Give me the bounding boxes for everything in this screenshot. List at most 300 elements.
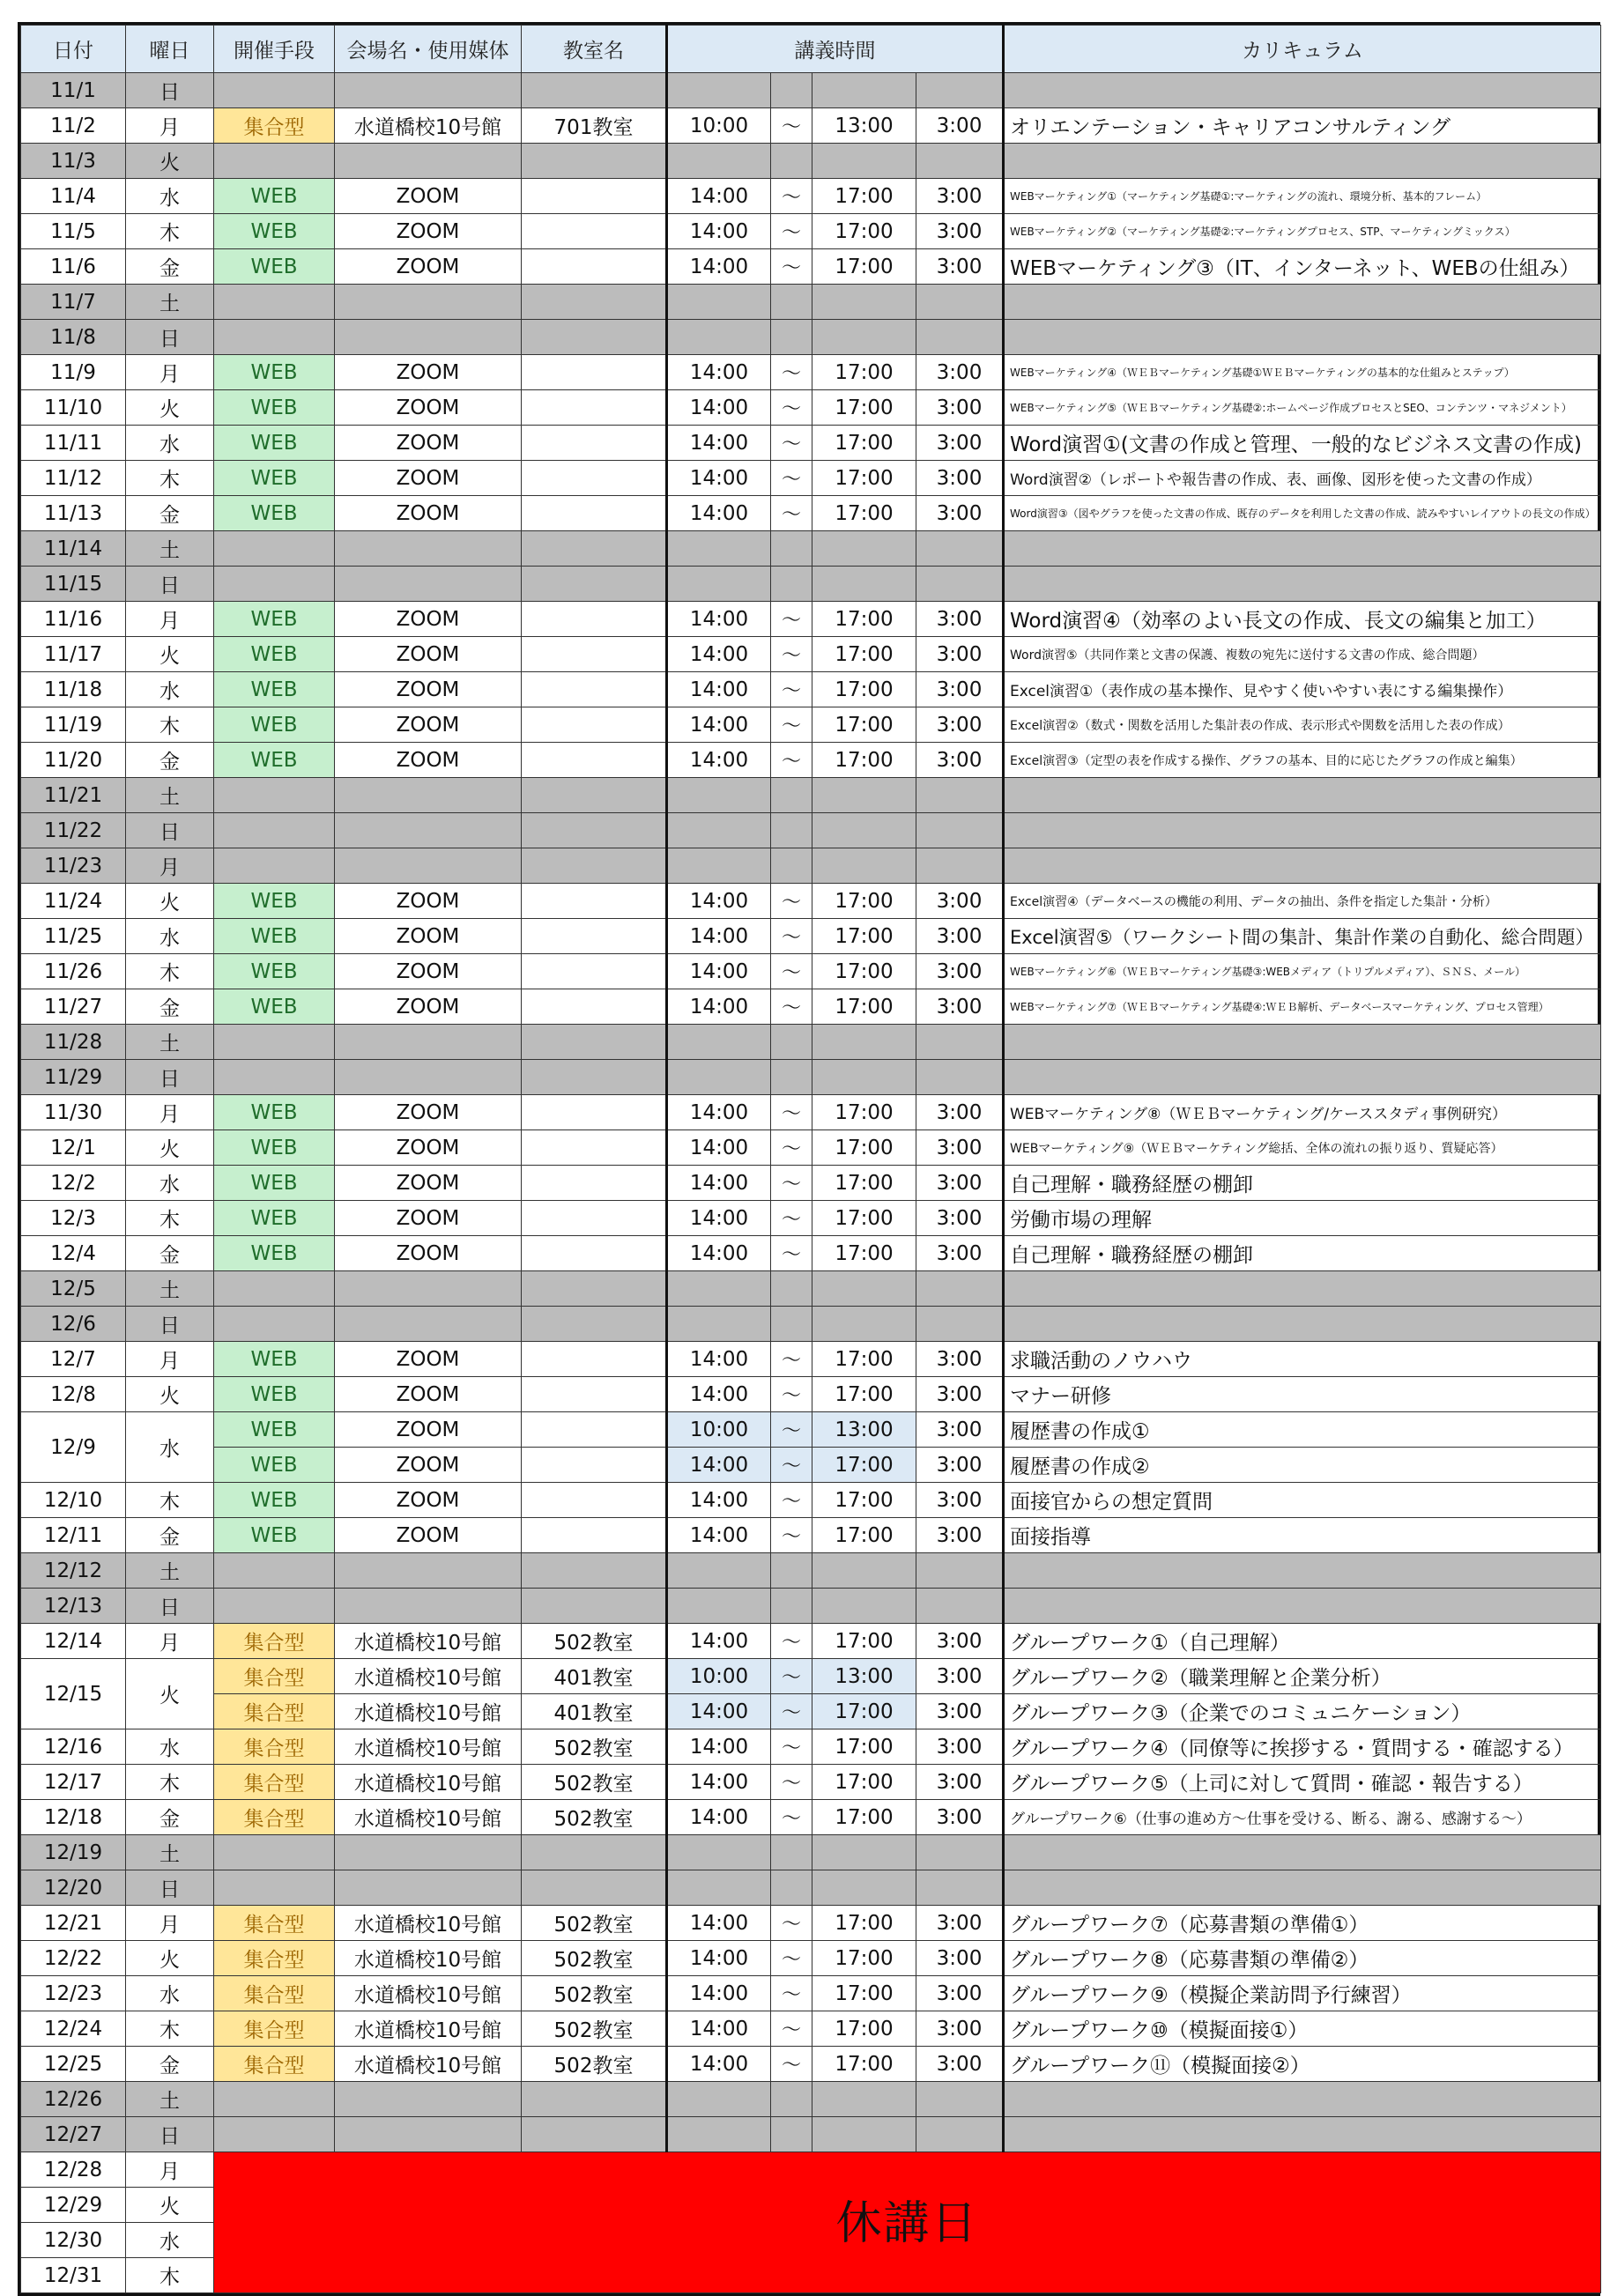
curriculum-cell: WEBマーケティング③（IT、インターネット、WEBの仕組み） <box>1004 249 1601 285</box>
end-time-cell <box>812 320 916 355</box>
tilde-cell: ～ <box>771 1342 812 1377</box>
venue-cell: ZOOM <box>335 919 522 954</box>
day-cell: 水 <box>126 919 214 954</box>
table-row <box>21 461 1601 496</box>
room-cell <box>522 355 667 390</box>
curriculum-cell <box>1004 1025 1601 1060</box>
room-cell <box>522 1271 667 1307</box>
end-time-cell: 17:00 <box>812 179 916 214</box>
table-row <box>21 1448 1601 1483</box>
day-cell: 土 <box>126 1271 214 1307</box>
start-time-cell: 14:00 <box>667 2011 771 2047</box>
date-cell: 12/10 <box>21 1483 126 1518</box>
tilde-cell <box>771 285 812 320</box>
method-badge: 集合型 <box>214 2011 335 2047</box>
table-row <box>21 1377 1601 1412</box>
venue-cell <box>335 1271 522 1307</box>
day-cell: 火 <box>126 390 214 426</box>
venue-cell <box>335 567 522 602</box>
tilde-cell: ～ <box>771 426 812 461</box>
tilde-cell: ～ <box>771 214 812 249</box>
tilde-cell: ～ <box>771 1130 812 1166</box>
holiday-row <box>21 1025 1601 1060</box>
start-time-cell <box>667 320 771 355</box>
method-badge: WEB <box>214 989 335 1025</box>
day-cell: 日 <box>126 320 214 355</box>
venue-cell: ZOOM <box>335 637 522 672</box>
hours-cell <box>916 144 1004 179</box>
tilde-cell <box>771 73 812 108</box>
venue-cell <box>335 813 522 848</box>
start-time-cell: 14:00 <box>667 1377 771 1412</box>
day-cell: 水 <box>126 179 214 214</box>
curriculum-cell: Excel演習④（データベースの機能の利用、データの抽出、条件を指定した集計・分析） <box>1004 884 1601 919</box>
holiday-row <box>21 531 1601 567</box>
hours-cell <box>916 813 1004 848</box>
method-badge: WEB <box>214 1518 335 1553</box>
start-time-cell: 14:00 <box>667 1448 771 1483</box>
end-time-cell <box>812 1307 916 1342</box>
start-time-cell: 14:00 <box>667 355 771 390</box>
start-time-cell: 14:00 <box>667 743 771 778</box>
tilde-cell: ～ <box>771 108 812 144</box>
table-row <box>21 179 1601 214</box>
holiday-row <box>21 1553 1601 1589</box>
hours-cell: 3:00 <box>916 390 1004 426</box>
start-time-cell: 10:00 <box>667 1412 771 1448</box>
end-time-cell <box>812 2082 916 2117</box>
venue-cell <box>335 320 522 355</box>
date-cell: 11/1 <box>21 73 126 108</box>
tilde-cell: ～ <box>771 1518 812 1553</box>
hours-cell: 3:00 <box>916 2047 1004 2082</box>
start-time-cell: 14:00 <box>667 1342 771 1377</box>
method-cell <box>214 2082 335 2117</box>
date-cell: 11/9 <box>21 355 126 390</box>
method-badge: WEB <box>214 179 335 214</box>
date-cell: 12/28 <box>21 2152 126 2188</box>
start-time-cell <box>667 778 771 813</box>
day-cell: 土 <box>126 1553 214 1589</box>
day-cell: 日 <box>126 1307 214 1342</box>
day-cell: 火 <box>126 144 214 179</box>
day-cell: 火 <box>126 1659 214 1729</box>
venue-cell: ZOOM <box>335 707 522 743</box>
table-row <box>21 1518 1601 1553</box>
date-cell: 12/1 <box>21 1130 126 1166</box>
room-cell <box>522 1412 667 1448</box>
hours-cell: 3:00 <box>916 637 1004 672</box>
day-cell: 火 <box>126 1941 214 1976</box>
room-cell <box>522 848 667 884</box>
venue-cell: ZOOM <box>335 1342 522 1377</box>
room-cell <box>522 1236 667 1271</box>
tilde-cell <box>771 320 812 355</box>
curriculum-cell: グループワーク⑪（模擬面接②） <box>1004 2047 1601 2082</box>
hours-cell: 3:00 <box>916 1941 1004 1976</box>
tilde-cell: ～ <box>771 1729 812 1765</box>
curriculum-cell: WEBマーケティング⑨（ＷＥＢマーケティング総括、全体の流れの振り返り、質疑応答） <box>1004 1130 1601 1166</box>
tilde-cell: ～ <box>771 1624 812 1659</box>
day-cell: 水 <box>126 2223 214 2258</box>
table-row <box>21 496 1601 531</box>
tilde-cell <box>771 1025 812 1060</box>
tilde-cell: ～ <box>771 1800 812 1835</box>
header-method: 開催手段 <box>214 26 335 73</box>
venue-cell: 水道橋校10号館 <box>335 1729 522 1765</box>
method-badge: WEB <box>214 1483 335 1518</box>
hours-cell: 3:00 <box>916 1095 1004 1130</box>
tilde-cell <box>771 1553 812 1589</box>
hours-cell: 3:00 <box>916 1166 1004 1201</box>
day-cell: 日 <box>126 567 214 602</box>
start-time-cell <box>667 1835 771 1870</box>
date-cell: 11/5 <box>21 214 126 249</box>
table-row <box>21 1166 1601 1201</box>
date-cell: 11/17 <box>21 637 126 672</box>
tilde-cell: ～ <box>771 637 812 672</box>
start-time-cell <box>667 285 771 320</box>
venue-cell: ZOOM <box>335 989 522 1025</box>
method-cell <box>214 1589 335 1624</box>
table-row <box>21 1130 1601 1166</box>
end-time-cell: 17:00 <box>812 1130 916 1166</box>
day-cell: 木 <box>126 1201 214 1236</box>
method-badge: 集合型 <box>214 1765 335 1800</box>
hours-cell <box>916 1835 1004 1870</box>
date-cell: 12/2 <box>21 1166 126 1201</box>
end-time-cell <box>812 778 916 813</box>
date-cell: 12/29 <box>21 2188 126 2223</box>
room-cell: 502教室 <box>522 1765 667 1800</box>
date-cell: 11/15 <box>21 567 126 602</box>
tilde-cell: ～ <box>771 707 812 743</box>
date-cell: 11/26 <box>21 954 126 989</box>
method-badge: 集合型 <box>214 1800 335 1835</box>
venue-cell <box>335 848 522 884</box>
header-curriculum: カリキュラム <box>1004 26 1601 73</box>
curriculum-cell <box>1004 144 1601 179</box>
venue-cell <box>335 1589 522 1624</box>
start-time-cell <box>667 1553 771 1589</box>
venue-cell: ZOOM <box>335 1130 522 1166</box>
header-row <box>21 26 1601 73</box>
curriculum-cell <box>1004 1553 1601 1589</box>
end-time-cell <box>812 848 916 884</box>
hours-cell: 3:00 <box>916 214 1004 249</box>
date-cell: 11/30 <box>21 1095 126 1130</box>
venue-cell <box>335 1870 522 1906</box>
curriculum-cell <box>1004 1307 1601 1342</box>
hours-cell: 3:00 <box>916 249 1004 285</box>
date-cell: 12/11 <box>21 1518 126 1553</box>
venue-cell: ZOOM <box>335 954 522 989</box>
holiday-row <box>21 144 1601 179</box>
start-time-cell: 14:00 <box>667 496 771 531</box>
day-cell: 木 <box>126 954 214 989</box>
curriculum-cell: WEBマーケティング⑤（ＷＥＢマーケティング基礎②:ホームページ作成プロセスとSEO、コンテンツ・マネジメント） <box>1004 390 1601 426</box>
day-cell: 火 <box>126 1377 214 1412</box>
end-time-cell: 17:00 <box>812 496 916 531</box>
method-badge: WEB <box>214 1130 335 1166</box>
venue-cell <box>335 2117 522 2152</box>
start-time-cell <box>667 2082 771 2117</box>
method-badge: WEB <box>214 1201 335 1236</box>
curriculum-cell <box>1004 848 1601 884</box>
method-cell <box>214 778 335 813</box>
date-cell: 11/29 <box>21 1060 126 1095</box>
end-time-cell: 17:00 <box>812 249 916 285</box>
tilde-cell <box>771 1870 812 1906</box>
room-cell <box>522 496 667 531</box>
end-time-cell <box>812 531 916 567</box>
date-cell: 11/25 <box>21 919 126 954</box>
room-cell <box>522 73 667 108</box>
end-time-cell: 17:00 <box>812 989 916 1025</box>
day-cell: 月 <box>126 602 214 637</box>
date-cell: 11/8 <box>21 320 126 355</box>
date-cell: 12/19 <box>21 1835 126 1870</box>
holiday-row <box>21 73 1601 108</box>
tilde-cell <box>771 1835 812 1870</box>
venue-cell <box>335 1553 522 1589</box>
table-row <box>21 1976 1601 2011</box>
method-cell <box>214 285 335 320</box>
day-cell: 土 <box>126 778 214 813</box>
venue-cell: 水道橋校10号館 <box>335 1624 522 1659</box>
table-row <box>21 1765 1601 1800</box>
venue-cell: ZOOM <box>335 461 522 496</box>
room-cell <box>522 637 667 672</box>
header-date: 日付 <box>21 26 126 73</box>
hours-cell <box>916 848 1004 884</box>
hours-cell: 3:00 <box>916 1412 1004 1448</box>
day-cell: 金 <box>126 989 214 1025</box>
start-time-cell <box>667 848 771 884</box>
hours-cell: 3:00 <box>916 1377 1004 1412</box>
curriculum-cell: WEBマーケティング④（ＷＥＢマーケティング基礎①ＷＥＢマーケティングの基本的な仕組みとステップ） <box>1004 355 1601 390</box>
room-cell <box>522 214 667 249</box>
day-cell: 月 <box>126 1342 214 1377</box>
day-cell: 木 <box>126 1483 214 1518</box>
start-time-cell <box>667 1307 771 1342</box>
date-cell: 11/21 <box>21 778 126 813</box>
schedule-table <box>20 25 1601 2293</box>
hours-cell: 3:00 <box>916 989 1004 1025</box>
hours-cell: 3:00 <box>916 1694 1004 1729</box>
table-row <box>21 1694 1601 1729</box>
day-cell: 日 <box>126 1870 214 1906</box>
holiday-row <box>21 567 1601 602</box>
venue-cell: 水道橋校10号館 <box>335 1765 522 1800</box>
method-cell <box>214 2117 335 2152</box>
date-cell: 12/18 <box>21 1800 126 1835</box>
date-cell: 12/7 <box>21 1342 126 1377</box>
method-cell <box>214 1060 335 1095</box>
room-cell <box>522 954 667 989</box>
curriculum-cell: 自己理解・職務経歴の棚卸 <box>1004 1236 1601 1271</box>
venue-cell: ZOOM <box>335 602 522 637</box>
room-cell: 502教室 <box>522 1976 667 2011</box>
curriculum-cell <box>1004 320 1601 355</box>
hours-cell: 3:00 <box>916 1765 1004 1800</box>
method-badge: WEB <box>214 214 335 249</box>
start-time-cell: 14:00 <box>667 426 771 461</box>
curriculum-cell: マナー研修 <box>1004 1377 1601 1412</box>
date-cell: 11/3 <box>21 144 126 179</box>
tilde-cell: ～ <box>771 461 812 496</box>
room-cell: 502教室 <box>522 1729 667 1765</box>
day-cell: 水 <box>126 1166 214 1201</box>
curriculum-cell: グループワーク⑦（応募書類の準備①） <box>1004 1906 1601 1941</box>
day-cell: 金 <box>126 249 214 285</box>
venue-cell: ZOOM <box>335 496 522 531</box>
date-cell: 11/7 <box>21 285 126 320</box>
date-cell: 11/4 <box>21 179 126 214</box>
start-time-cell: 14:00 <box>667 1941 771 1976</box>
table-row <box>21 249 1601 285</box>
date-cell: 12/3 <box>21 1201 126 1236</box>
curriculum-cell: 履歴書の作成② <box>1004 1448 1601 1483</box>
date-cell: 11/13 <box>21 496 126 531</box>
table-row <box>21 672 1601 707</box>
venue-cell: ZOOM <box>335 743 522 778</box>
day-cell: 水 <box>126 426 214 461</box>
start-time-cell: 14:00 <box>667 179 771 214</box>
room-cell <box>522 1342 667 1377</box>
table-row <box>21 884 1601 919</box>
day-cell: 火 <box>126 2188 214 2223</box>
day-cell: 火 <box>126 1130 214 1166</box>
tilde-cell <box>771 531 812 567</box>
date-cell: 11/14 <box>21 531 126 567</box>
schedule-sheet <box>18 22 1600 2296</box>
hours-cell <box>916 73 1004 108</box>
hours-cell: 3:00 <box>916 1800 1004 1835</box>
date-cell: 12/26 <box>21 2082 126 2117</box>
curriculum-cell: Excel演習②（数式・関数を活用した集計表の作成、表示形式や関数を活用した表の作成） <box>1004 707 1601 743</box>
start-time-cell <box>667 2117 771 2152</box>
day-cell: 土 <box>126 2082 214 2117</box>
day-cell: 木 <box>126 707 214 743</box>
holiday-row <box>21 813 1601 848</box>
hours-cell: 3:00 <box>916 1518 1004 1553</box>
end-time-cell: 17:00 <box>812 1765 916 1800</box>
room-cell <box>522 743 667 778</box>
date-cell: 11/10 <box>21 390 126 426</box>
end-time-cell: 17:00 <box>812 461 916 496</box>
hours-cell <box>916 1271 1004 1307</box>
room-cell <box>522 602 667 637</box>
method-badge: WEB <box>214 602 335 637</box>
day-cell: 月 <box>126 355 214 390</box>
tilde-cell <box>771 848 812 884</box>
hours-cell: 3:00 <box>916 1448 1004 1483</box>
method-cell <box>214 320 335 355</box>
venue-cell: ZOOM <box>335 214 522 249</box>
end-time-cell: 17:00 <box>812 1236 916 1271</box>
curriculum-cell: WEBマーケティング②（マーケティング基礎②:マーケティングプロセス、STP、マーケティングミックス） <box>1004 214 1601 249</box>
holiday-row <box>21 2082 1601 2117</box>
curriculum-cell: 自己理解・職務経歴の棚卸 <box>1004 1166 1601 1201</box>
tilde-cell: ～ <box>771 1483 812 1518</box>
header-time: 講義時間 <box>667 26 1004 73</box>
hours-cell <box>916 320 1004 355</box>
venue-cell: 水道橋校10号館 <box>335 108 522 144</box>
tilde-cell: ～ <box>771 1236 812 1271</box>
method-cell <box>214 1271 335 1307</box>
tilde-cell: ～ <box>771 496 812 531</box>
hours-cell: 3:00 <box>916 707 1004 743</box>
room-cell <box>522 1201 667 1236</box>
tilde-cell <box>771 2082 812 2117</box>
venue-cell: 水道橋校10号館 <box>335 2011 522 2047</box>
venue-cell <box>335 1307 522 1342</box>
end-time-cell: 17:00 <box>812 2047 916 2082</box>
room-cell <box>522 1130 667 1166</box>
date-cell: 11/12 <box>21 461 126 496</box>
hours-cell: 3:00 <box>916 1659 1004 1694</box>
method-badge: 集合型 <box>214 1906 335 1941</box>
day-cell: 水 <box>126 1412 214 1483</box>
hours-cell: 3:00 <box>916 743 1004 778</box>
tilde-cell: ～ <box>771 1765 812 1800</box>
method-badge: WEB <box>214 743 335 778</box>
start-time-cell: 14:00 <box>667 954 771 989</box>
start-time-cell: 14:00 <box>667 1624 771 1659</box>
curriculum-cell: グループワーク⑧（応募書類の準備②） <box>1004 1941 1601 1976</box>
venue-cell <box>335 2082 522 2117</box>
day-cell: 水 <box>126 1976 214 2011</box>
room-cell <box>522 179 667 214</box>
date-cell: 11/27 <box>21 989 126 1025</box>
closed-row <box>21 2152 1601 2188</box>
start-time-cell: 10:00 <box>667 1659 771 1694</box>
method-badge: WEB <box>214 496 335 531</box>
room-cell <box>522 989 667 1025</box>
date-cell: 11/20 <box>21 743 126 778</box>
venue-cell: ZOOM <box>335 1483 522 1518</box>
date-cell: 12/16 <box>21 1729 126 1765</box>
curriculum-cell <box>1004 1835 1601 1870</box>
end-time-cell <box>812 813 916 848</box>
day-cell: 火 <box>126 884 214 919</box>
day-cell: 水 <box>126 1729 214 1765</box>
end-time-cell: 17:00 <box>812 355 916 390</box>
end-time-cell <box>812 1271 916 1307</box>
start-time-cell: 14:00 <box>667 390 771 426</box>
method-badge: 集合型 <box>214 1624 335 1659</box>
method-badge: WEB <box>214 1166 335 1201</box>
room-cell: 502教室 <box>522 1906 667 1941</box>
curriculum-cell <box>1004 1870 1601 1906</box>
end-time-cell <box>812 144 916 179</box>
room-cell <box>522 1060 667 1095</box>
day-cell: 木 <box>126 214 214 249</box>
method-badge: WEB <box>214 1448 335 1483</box>
end-time-cell: 17:00 <box>812 390 916 426</box>
end-time-cell <box>812 1060 916 1095</box>
start-time-cell: 14:00 <box>667 1518 771 1553</box>
method-cell <box>214 73 335 108</box>
method-cell <box>214 1553 335 1589</box>
curriculum-cell <box>1004 813 1601 848</box>
start-time-cell: 14:00 <box>667 919 771 954</box>
day-cell: 土 <box>126 531 214 567</box>
table-row <box>21 1095 1601 1130</box>
method-badge: WEB <box>214 1342 335 1377</box>
end-time-cell: 17:00 <box>812 1342 916 1377</box>
